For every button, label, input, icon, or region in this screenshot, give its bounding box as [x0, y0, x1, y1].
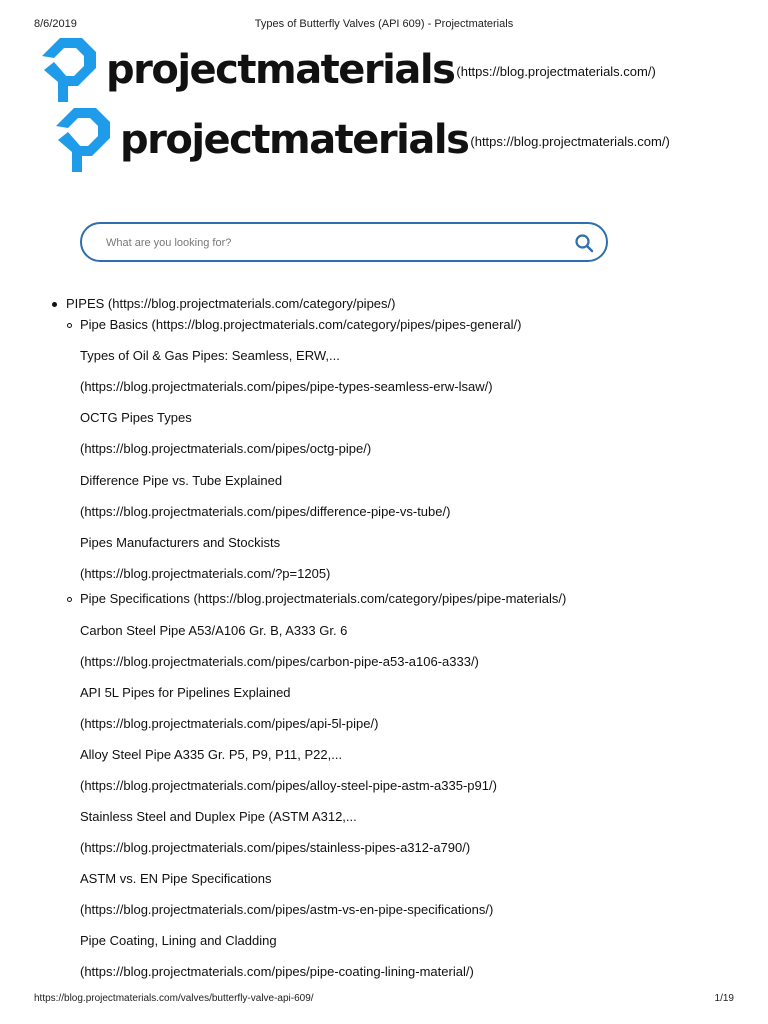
menu-link-title[interactable]: ASTM vs. EN Pipe Specifications: [80, 871, 272, 886]
nav-item-pipes[interactable]: PIPES (https://blog.projectmaterials.com/category/pipes/): [66, 296, 396, 311]
menu-link-title[interactable]: Pipes Manufacturers and Stockists: [80, 535, 281, 550]
sub-bullet: [67, 323, 72, 328]
projectmaterials-logo-icon: [52, 104, 114, 176]
search-bar: [80, 222, 608, 262]
menu-link-url[interactable]: (https://blog.projectmaterials.com/pipes/pipe-types-seamless-erw-lsaw/): [80, 379, 493, 394]
print-date: 8/6/2019: [34, 18, 77, 30]
menu-link-title[interactable]: Difference Pipe vs. Tube Explained: [80, 473, 283, 488]
site-logo-link-secondary[interactable]: [52, 104, 670, 176]
menu-link-title[interactable]: Types of Oil & Gas Pipes: Seamless, ERW,...: [80, 348, 340, 363]
print-page-title: Types of Butterfly Valves (API 609) - Projectmaterials: [254, 18, 514, 30]
site-logo-link[interactable]: [38, 34, 656, 106]
menu-link-title[interactable]: Pipe Coating, Lining and Cladding: [80, 933, 277, 948]
sub-bullet: [67, 597, 72, 602]
menu-link-url[interactable]: (https://blog.projectmaterials.com/pipes/stainless-pipes-a312-a790/): [80, 840, 471, 855]
menu-link-title[interactable]: Alloy Steel Pipe A335 Gr. P5, P9, P11, P22,...: [80, 747, 343, 762]
menu-link-url[interactable]: (https://blog.projectmaterials.com/pipes/octg-pipe/): [80, 441, 372, 456]
menu-link-url[interactable]: (https://blog.projectmaterials.com/pipes/alloy-steel-pipe-astm-a335-p91/): [80, 778, 497, 793]
menu-link-title[interactable]: Carbon Steel Pipe A53/A106 Gr. B, A333 Gr. 6: [80, 623, 348, 638]
print-page-number: 1/19: [714, 993, 734, 1004]
menu-link-url[interactable]: (https://blog.projectmaterials.com/pipes/pipe-coating-lining-material/): [80, 964, 474, 979]
projectmaterials-logo-icon: [38, 34, 100, 106]
menu-link-url[interactable]: (https://blog.projectmaterials.com/pipes/carbon-pipe-a53-a106-a333/): [80, 654, 479, 669]
logo-url[interactable]: (https://blog.projectmaterials.com/): [456, 63, 656, 79]
menu-link-url[interactable]: (https://blog.projectmaterials.com/pipes/astm-vs-en-pipe-specifications/): [80, 902, 494, 917]
logo-wordmark: projectmaterials: [120, 117, 469, 163]
search-icon[interactable]: [574, 233, 594, 253]
nav-item-pipe-basics[interactable]: Pipe Basics (https://blog.projectmaterials.com/category/pipes/pipes-general/): [80, 317, 522, 332]
menu-link-url[interactable]: (https://blog.projectmaterials.com/pipes/difference-pipe-vs-tube/): [80, 504, 451, 519]
menu-link-url[interactable]: (https://blog.projectmaterials.com/?p=1205): [80, 566, 331, 581]
menu-link-url[interactable]: (https://blog.projectmaterials.com/pipes/api-5l-pipe/): [80, 716, 379, 731]
menu-link-title[interactable]: API 5L Pipes for Pipelines Explained: [80, 685, 291, 700]
print-footer-url: https://blog.projectmaterials.com/valves/butterfly-valve-api-609/: [34, 993, 314, 1004]
bullet: [52, 302, 57, 307]
search-input[interactable]: [104, 233, 548, 253]
logo-wordmark: projectmaterials: [106, 47, 455, 93]
menu-link-title[interactable]: OCTG Pipes Types: [80, 410, 192, 425]
menu-link-title[interactable]: Stainless Steel and Duplex Pipe (ASTM A312,...: [80, 809, 357, 824]
logo-url[interactable]: (https://blog.projectmaterials.com/): [470, 133, 670, 149]
nav-item-pipe-specifications[interactable]: Pipe Specifications (https://blog.projectmaterials.com/category/pipes/pipe-materials/): [80, 591, 567, 606]
